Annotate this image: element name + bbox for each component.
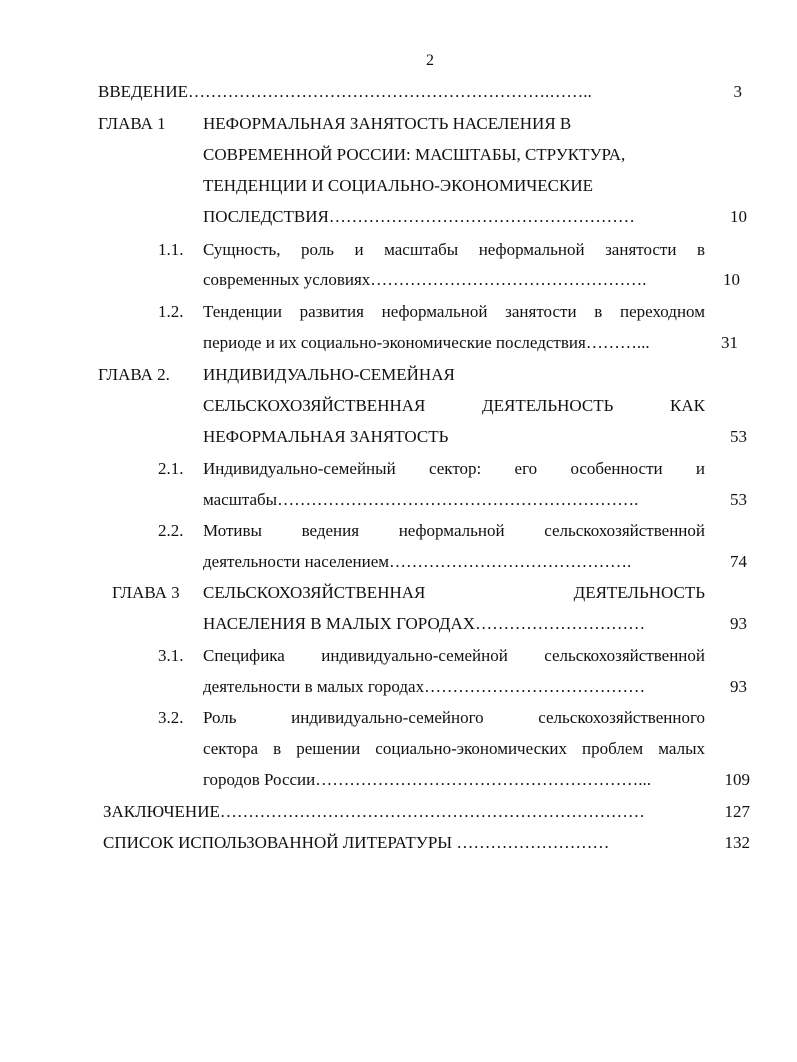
dot-leader: …………………………………………………... [315, 770, 651, 789]
section-number: 2.2. [158, 521, 184, 540]
section-title-last-line [203, 488, 703, 512]
dot-leader: ……………………………………………… [328, 207, 635, 226]
section-title-last-line [203, 331, 703, 355]
chapter-title-line: СЕЛЬСКОХОЗЯЙСТВЕННАЯ ДЕЯТЕЛЬНОСТЬ КАК [203, 396, 705, 415]
section-number: 3.2. [158, 708, 184, 727]
toc-entry-page: 93 [730, 614, 747, 633]
toc-entry-page: 10 [723, 270, 740, 289]
dot-leader: ………... [585, 333, 650, 352]
dot-leader: ………………………………………………………. [277, 490, 639, 509]
section-number: 2.1. [158, 459, 184, 478]
section-title-line: сектора в решении социально-экономических проблем малых [203, 739, 705, 758]
chapter-title-line: НЕФОРМАЛЬНАЯ ЗАНЯТОСТЬ НАСЕЛЕНИЯ В [203, 114, 572, 133]
section-number: 1.1. [158, 240, 184, 259]
toc-entry-references [103, 831, 673, 855]
chapter-label: ГЛАВА 3 [112, 583, 180, 602]
section-title-last-line [203, 550, 703, 574]
dot-leader: ………………………… [475, 614, 646, 633]
chapter-title-line: ПОСЛЕДСТВИЯ [203, 207, 329, 226]
dot-leader: ……………………… [452, 833, 610, 852]
page-number: 2 [426, 52, 434, 69]
section-title-line: Сущность, роль и масштабы неформальной занятости в [203, 240, 705, 259]
toc-entry-page: 53 [730, 427, 747, 446]
section-title-last-line [203, 268, 703, 292]
toc-entry-title: ВВЕДЕНИЕ [98, 82, 188, 101]
toc-entry-page: 53 [730, 490, 747, 509]
chapter-title-last-line [203, 205, 703, 229]
section-title-last-line [203, 768, 703, 792]
toc-entry-page: 74 [730, 552, 747, 571]
dot-leader: …………………………………………. [370, 270, 647, 289]
chapter-label: ГЛАВА 1 [98, 114, 166, 133]
section-title-line: Тенденции развития неформальной занятости в переходном [203, 302, 705, 321]
toc-entry-page: 3 [733, 82, 742, 101]
toc-entry-page: 132 [724, 833, 750, 852]
section-title-line: Роль индивидуально-семейного сельскохозяйственного [203, 708, 705, 727]
section-number: 3.1. [158, 646, 184, 665]
dot-leader: ………………………………………………………………… [219, 802, 645, 821]
toc-entry-page: 10 [730, 207, 747, 226]
section-title-line: городов России [203, 770, 316, 789]
chapter-label: ГЛАВА 2. [98, 365, 170, 384]
section-title-line: Специфика индивидуально-семейной сельскохозяйственной [203, 646, 705, 665]
section-title-line: деятельности в малых городах [203, 677, 425, 696]
toc-entry-page: 93 [730, 677, 747, 696]
section-number: 1.2. [158, 302, 184, 321]
chapter-title-last-line [203, 612, 703, 636]
section-title-line: периоде и их социально-экономические последствия [203, 333, 586, 352]
section-title-last-line [203, 675, 703, 699]
chapter-title-line: СЕЛЬСКОХОЗЯЙСТВЕННАЯ ДЕЯТЕЛЬНОСТЬ [203, 583, 705, 602]
chapter-title-line: СОВРЕМЕННОЙ РОССИИ: МАСШТАБЫ, СТРУКТУРА, [203, 145, 626, 164]
dot-leader: ……………………………………………………….…….. [187, 82, 592, 101]
section-title-line: современных условиях [203, 270, 371, 289]
section-title-line: деятельности населением [203, 552, 390, 571]
toc-entry-page: 109 [724, 770, 750, 789]
toc-entry-conclusion [103, 800, 703, 824]
toc-entry-page: 31 [721, 333, 738, 352]
toc-entry-introduction [98, 80, 708, 104]
dot-leader: ……………………………………. [389, 552, 632, 571]
chapter-title-line: ИНДИВИДУАЛЬНО-СЕМЕЙНАЯ [203, 365, 455, 384]
section-title-line: Индивидуально-семейный сектор: его особенности и [203, 459, 705, 478]
dot-leader: ………………………………… [424, 677, 646, 696]
toc-entry-title: ЗАКЛЮЧЕНИЕ [103, 802, 220, 821]
section-title-line: масштабы [203, 490, 278, 509]
section-title-line: Мотивы ведения неформальной сельскохозяйственной [203, 521, 705, 540]
chapter-title-line: НАСЕЛЕНИЯ В МАЛЫХ ГОРОДАХ [203, 614, 476, 633]
chapter-title-line: ТЕНДЕНЦИИ И СОЦИАЛЬНО-ЭКОНОМИЧЕСКИЕ [203, 176, 593, 195]
toc-entry-page: 127 [724, 802, 750, 821]
chapter-title-line: НЕФОРМАЛЬНАЯ ЗАНЯТОСТЬ [203, 427, 449, 446]
toc-entry-title: СПИСОК ИСПОЛЬЗОВАННОЙ ЛИТЕРАТУРЫ [103, 833, 453, 852]
